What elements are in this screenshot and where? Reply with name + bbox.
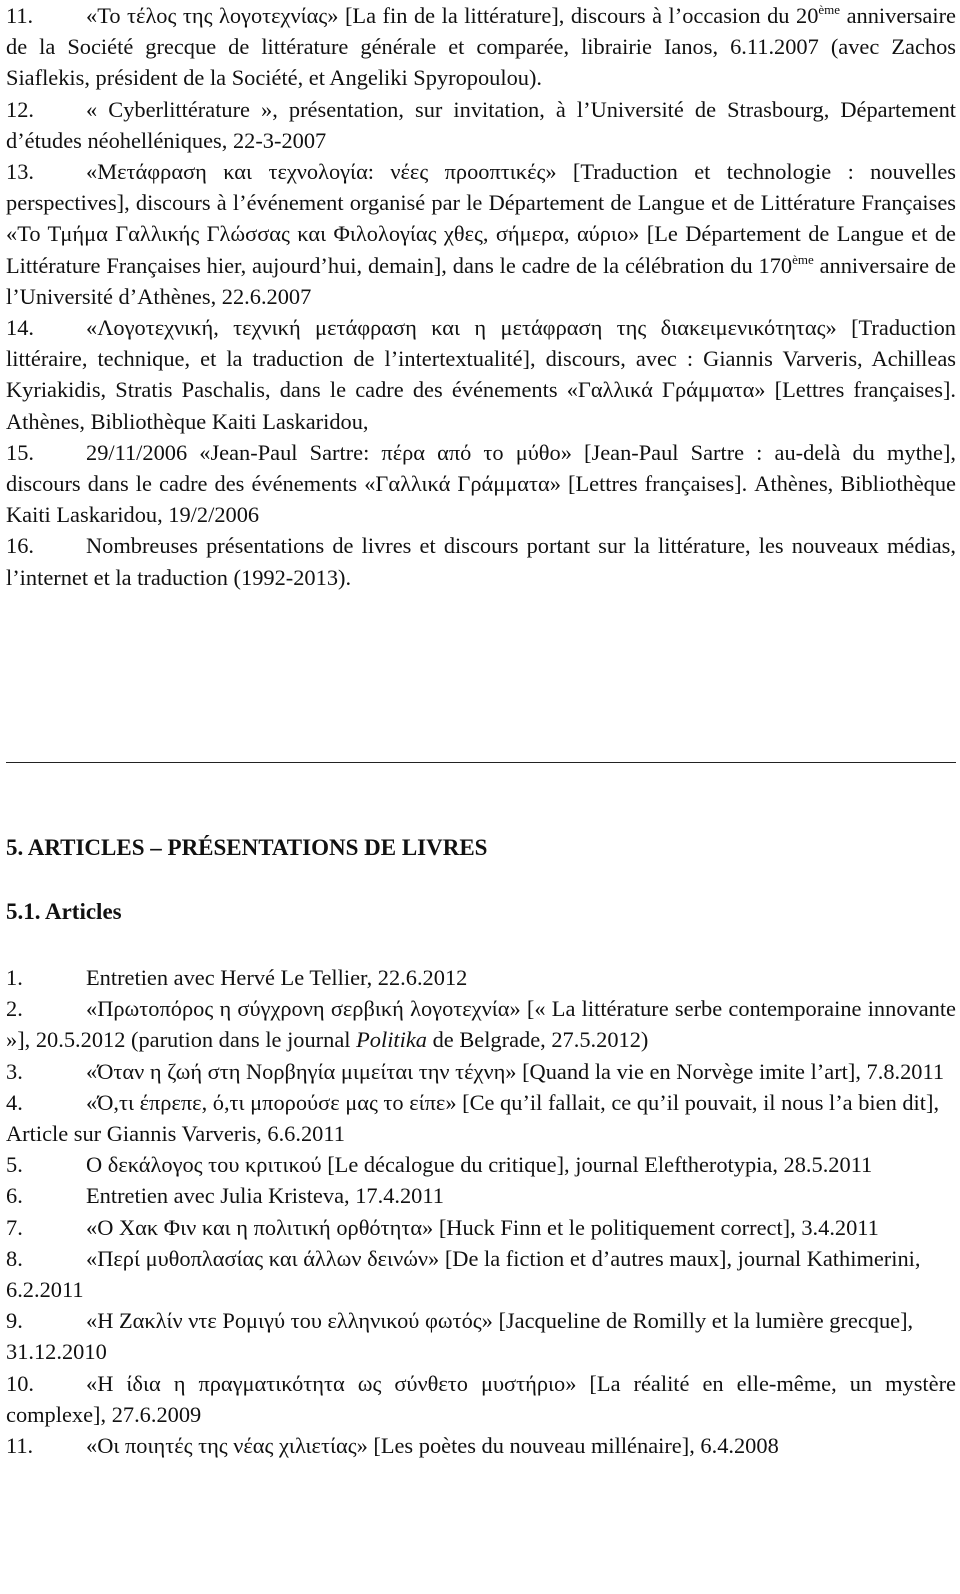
item-text: «Ό,τι έπρεπε, ό,τι μπορούσε μας το είπε» [Ce qu’il fallait, ce qu’il pouvait, il nous l’a bien dit], Article sur Giannis Varveris, 6.6.2011 bbox=[6, 1089, 940, 1147]
talks-list bbox=[6, 0, 956, 593]
item-text-continued: de Belgrade, 27.5.2012) bbox=[427, 1027, 649, 1053]
list-item bbox=[6, 530, 956, 592]
list-item bbox=[6, 0, 956, 94]
list-item bbox=[6, 1212, 956, 1243]
item-number: 10. bbox=[6, 1370, 34, 1396]
list-item bbox=[6, 1087, 956, 1149]
item-number: 7. bbox=[6, 1214, 23, 1240]
item-number: 5. bbox=[6, 1152, 23, 1178]
item-number: 12. bbox=[6, 96, 34, 122]
item-text: «Η ίδια η πραγματικότητα ως σύνθετο μυστήριο» [La réalité en elle-même, un mystère complexe], 27.6.2009 bbox=[6, 1370, 956, 1427]
item-text: «Η Ζακλίν ντε Ρομιγύ του ελληνικού φωτός» [Jacqueline de Romilly et la lumière grecque], 31.12.2010 bbox=[6, 1308, 914, 1365]
item-text: «Περί μυθοπλασίας και άλλων δεινών» [De la fiction et d’autres maux], journal Kathimerini, 6.2.2011 bbox=[6, 1245, 921, 1303]
item-superscript: ème bbox=[818, 2, 841, 17]
item-number: 14. bbox=[6, 315, 34, 341]
list-item bbox=[6, 1243, 956, 1305]
item-text: Entretien avec Hervé Le Tellier, 22.6.2012 bbox=[86, 965, 468, 990]
list-item bbox=[6, 962, 956, 993]
item-text: «Λογοτεχνική, τεχνική μετάφραση και η μετάφραση της διακειμενικότητας» [Traduction littéraire, technique, et la traduction de l’intertextualité], discours, avec : Giannis Varveris, Achilleas Kyriakidis, Stratis Paschalis, dans le cadre des événements «Γαλλικά Γράμματα» [Lettres françaises]. Athènes, Bibliothèque Kaiti Laskaridou, bbox=[6, 315, 956, 434]
item-text: « Cyberlittérature », présentation, sur invitation, à l’Université de Strasbourg, Département d’études néohelléniques, 22-3-2007 bbox=[6, 96, 956, 153]
item-number: 11. bbox=[6, 1433, 34, 1459]
list-item bbox=[6, 1180, 956, 1211]
item-text: «Ο Χακ Φιν και η πολιτική ορθότητα» [Huck Finn et le politiquement correct], 3.4.2011 bbox=[86, 1214, 879, 1240]
item-text: 29/11/2006 «Jean-Paul Sartre: πέρα από το μύθο» [Jean-Paul Sartre : au-delà du mythe], discours dans le cadre des événements «Γαλλικά Γράμματα» [Lettres françaises]. Athènes, Bibliothèque Kaiti Laskaridou, 19/2/2006 bbox=[6, 439, 956, 528]
item-number: 16. bbox=[6, 533, 34, 559]
item-text: «Μετάφραση και τεχνολογία: νέες προοπτικές» [Traduction et technologie : nouvelles perspectives], discours à l’événement organisé par le Département de Langue et de Littérature Françaises «Το Τμήμα Γαλλικής Γλώσσας και Φιλολογίας χθες, σήμερα, αύριο» [Le Département de Langue et de Littérature Françaises hier, aujourd’hui, demain], dans le cadre de la célébration du 170 bbox=[6, 159, 956, 278]
item-number: 2. bbox=[6, 996, 23, 1022]
item-text: «Πρωτοπόρος η σύγχρονη σερβική λογοτεχνία» [« La littérature serbe contemporaine innovante »], 20.5.2012 (parution dans le journal bbox=[6, 996, 956, 1053]
list-item bbox=[6, 1056, 956, 1087]
list-item bbox=[6, 1305, 956, 1367]
articles-list bbox=[6, 962, 956, 1461]
item-number: 11. bbox=[6, 3, 34, 28]
item-text: «Το τέλος της λογοτεχνίας» [La fin de la littérature], discours à l’occasion du 20 bbox=[86, 3, 819, 28]
item-superscript: ème bbox=[792, 251, 814, 267]
item-number: 8. bbox=[6, 1245, 23, 1271]
list-item bbox=[6, 156, 956, 312]
item-number: 3. bbox=[6, 1058, 23, 1084]
item-text: Entretien avec Julia Kristeva, 17.4.2011 bbox=[86, 1183, 444, 1209]
list-item bbox=[6, 94, 956, 156]
list-item bbox=[6, 993, 956, 1055]
item-number: 13. bbox=[6, 159, 34, 185]
list-item bbox=[6, 1430, 956, 1461]
item-number: 1. bbox=[6, 965, 23, 990]
list-item bbox=[6, 1368, 956, 1430]
item-number: 9. bbox=[6, 1308, 23, 1334]
item-number: 4. bbox=[6, 1089, 23, 1115]
section-heading: 5. ARTICLES – PRÉSENTATIONS DE LIVRES bbox=[6, 835, 488, 860]
list-item bbox=[6, 1149, 956, 1180]
subsection-heading: 5.1. Articles bbox=[6, 899, 122, 924]
horizontal-rule bbox=[6, 762, 956, 763]
item-text: «Οι ποιητές της νέας χιλιετίας» [Les poètes du nouveau millénaire], 6.4.2008 bbox=[86, 1433, 779, 1459]
item-number: 15. bbox=[6, 439, 34, 465]
item-text: «Όταν η ζωή στη Νορβηγία μιμείται την τέχνη» [Quand la vie en Norvège imite l’art], 7.8.2011 bbox=[86, 1058, 945, 1084]
item-italic-text: Politika bbox=[356, 1027, 427, 1053]
list-item bbox=[6, 437, 956, 531]
item-text: Nombreuses présentations de livres et discours portant sur la littérature, les nouveaux médias, l’internet et la traduction (1992-2013). bbox=[6, 533, 956, 590]
item-number: 6. bbox=[6, 1183, 23, 1209]
item-text-continued: anniversaire de la Société grecque de littérature générale et comparée, librairie Ianos, 6.11.2007 (avec Zachos Siaflekis, président de la Société, et Angeliki Spyropoulou). bbox=[6, 3, 956, 91]
item-text: Ο δεκάλογος του κριτικού [Le décalogue du critique], journal Eleftherotypia, 28.5.2011 bbox=[86, 1152, 873, 1178]
list-item bbox=[6, 312, 956, 437]
item-text-continued: anniversaire de l’Université d’Athènes, 22.6.2007 bbox=[6, 252, 956, 309]
